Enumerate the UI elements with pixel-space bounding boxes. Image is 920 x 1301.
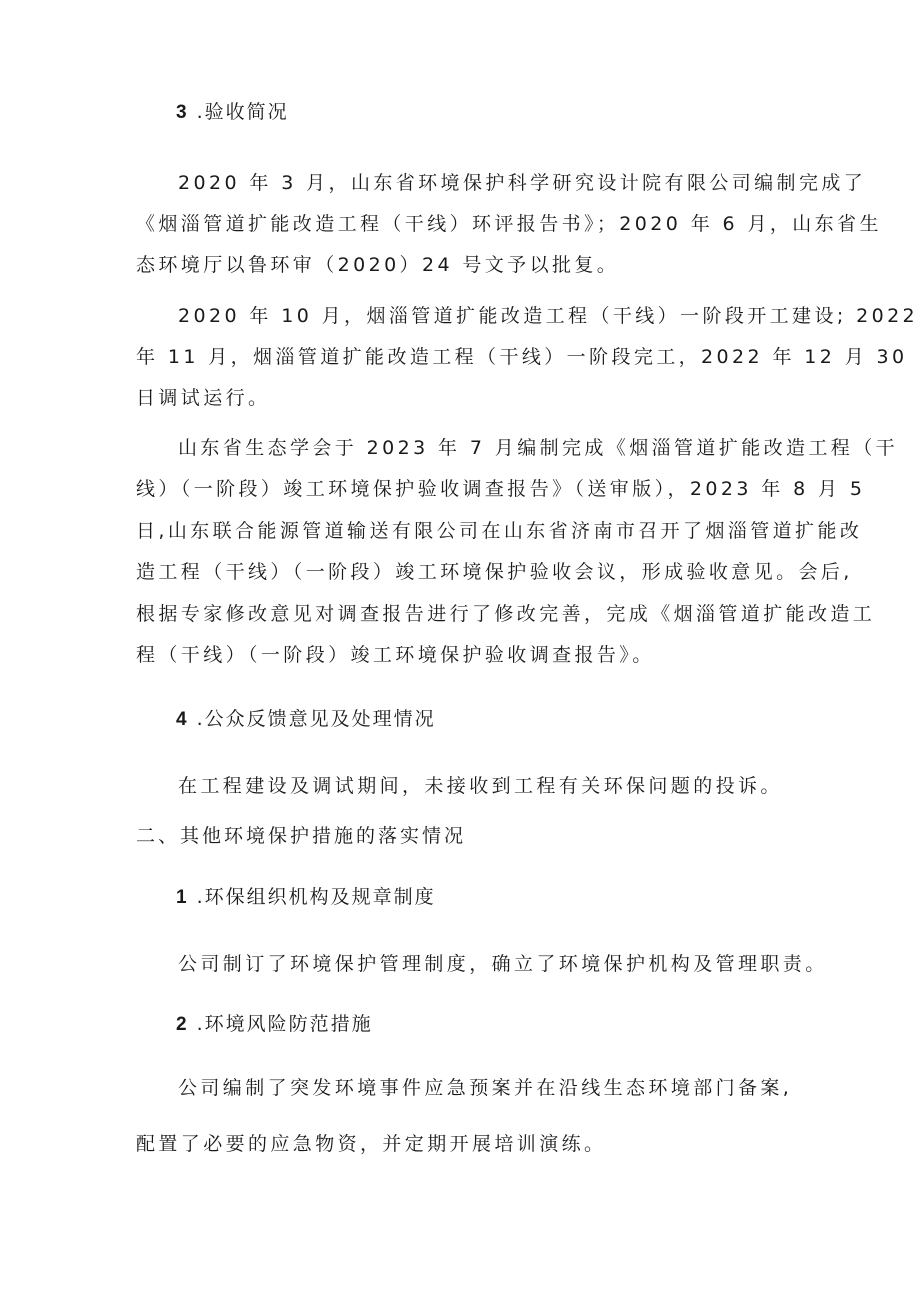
paragraph-line: 造工程（干线）（一阶段）竣工环境保护验收会议，形成验收意见。会后, xyxy=(136,561,853,583)
section-heading: 二、其他环境保护措施的落实情况 xyxy=(136,825,467,847)
heading-title: .环保组织机构及规章制度 xyxy=(196,886,436,908)
heading-title: .公众反馈意见及处理情况 xyxy=(196,708,436,730)
paragraph-line: 公司制订了环境保护管理制度，确立了环境保护机构及管理职责。 xyxy=(178,953,828,975)
heading-number: 4 xyxy=(176,709,187,730)
heading-environmental-organization xyxy=(176,883,436,912)
paragraph-line: 程（干线）（一阶段）竣工环境保护验收调查报告》。 xyxy=(136,644,655,666)
paragraph-line: 在工程建设及调试期间，未接收到工程有关环保问题的投诉。 xyxy=(178,775,783,797)
heading-acceptance-summary xyxy=(176,98,289,127)
paragraph-line: 公司编制了突发环境事件应急预案并在沿线生态环境部门备案, xyxy=(178,1077,793,1099)
paragraph-line: 2020 年 3 月，山东省环境保护科学研究设计院有限公司编制完成了 xyxy=(178,172,867,194)
heading-number: 3 xyxy=(176,102,187,123)
heading-title: .验收简况 xyxy=(196,101,289,123)
paragraph-line: 日,山东联合能源管道输送有限公司在山东省济南市召开了烟淄管道扩能改 xyxy=(136,520,863,542)
paragraph-line: 2020 年 10 月，烟淄管道扩能改造工程（干线）一阶段开工建设; 2022 xyxy=(178,305,919,327)
paragraph-line: 日调试运行。 xyxy=(136,387,271,409)
heading-risk-prevention xyxy=(176,1010,373,1039)
paragraph-line: 态环境厅以鲁环审（2020）24 号文予以批复。 xyxy=(136,254,620,276)
heading-title: .环境风险防范措施 xyxy=(196,1013,373,1035)
paragraph-line: 《烟淄管道扩能改造工程（干线）环评报告书》；2020 年 6 月，山东省生 xyxy=(136,213,882,235)
heading-number: 2 xyxy=(176,1014,187,1035)
paragraph-line: 山东省生态学会于 2023 年 7 月编制完成《烟淄管道扩能改造工程（干 xyxy=(178,437,899,459)
paragraph-line: 年 11 月，烟淄管道扩能改造工程（干线）一阶段完工，2022 年 12 月 30 xyxy=(136,346,908,368)
paragraph-line: 根据专家修改意见对调查报告进行了修改完善，完成《烟淄管道扩能改造工 xyxy=(136,603,876,625)
heading-public-feedback xyxy=(176,705,436,734)
paragraph-line: 配置了必要的应急物资，并定期开展培训演练。 xyxy=(136,1133,607,1155)
heading-number: 1 xyxy=(176,887,187,908)
paragraph-line: 线）（一阶段）竣工环境保护验收调查报告》（送审版），2023 年 8 月 5 xyxy=(136,478,866,500)
